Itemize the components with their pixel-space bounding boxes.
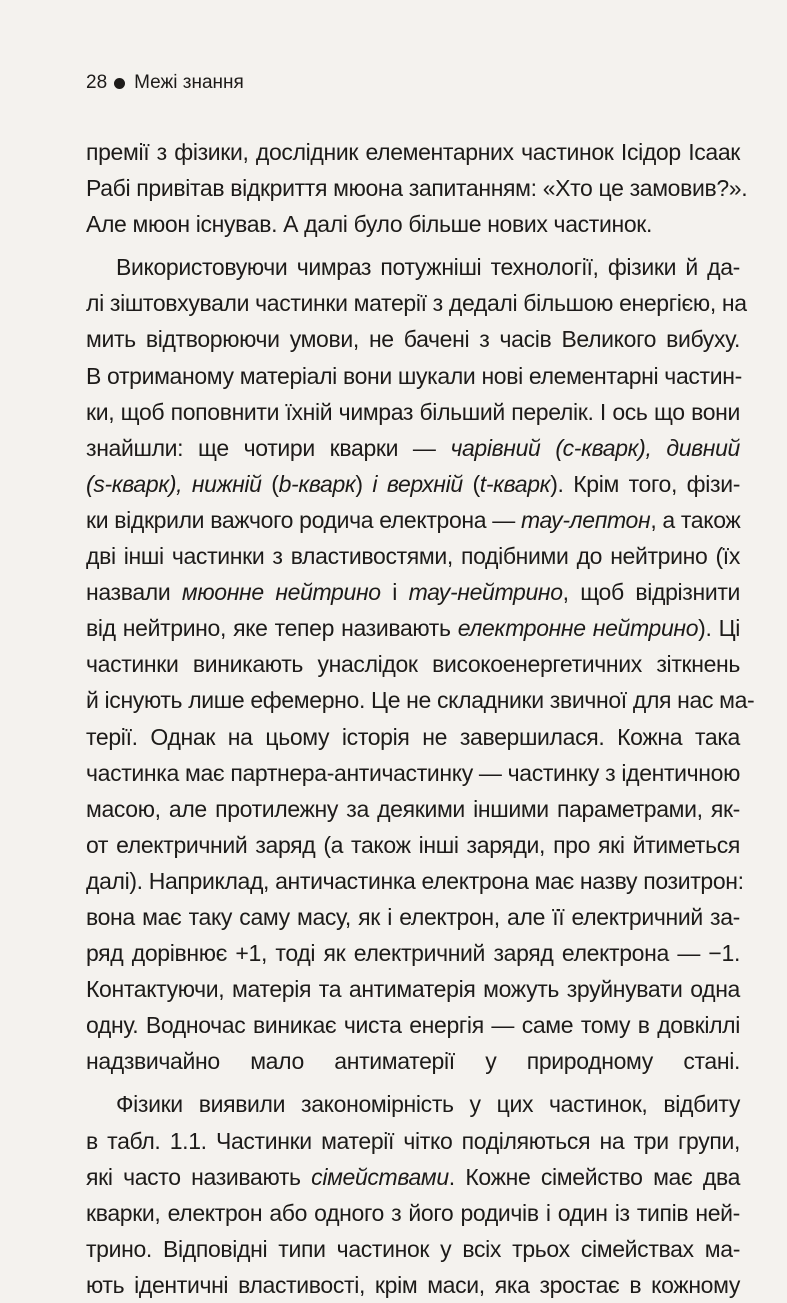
text-line: [86, 1007, 740, 1043]
text-line: [86, 971, 740, 1007]
text-line: [86, 358, 740, 394]
paragraph-spacer: [86, 1079, 740, 1086]
text-line: [86, 1159, 740, 1195]
text-line: [86, 466, 740, 502]
text-line: [86, 502, 740, 538]
text-segment: ють ідентичні властивості, крім маси, яка зростає в кожному: [86, 1271, 740, 1298]
text-segment: от електричний заряд (а також інші заряди, про які йтиметься: [86, 831, 740, 858]
text-segment: (: [261, 470, 279, 497]
body-text: [86, 134, 755, 1303]
text-segment: Рабі привітав відкриття мюона запитанням: «Хто це замовив?».: [86, 175, 748, 202]
italic-term: тау-нейтрино: [408, 579, 563, 606]
text-segment: частинка має партнера-античастинку — частинку з ідентичною: [86, 759, 740, 786]
text-line: [86, 827, 740, 863]
italic-term: і верхній: [372, 470, 463, 497]
text-segment: В отриманому матеріалі вони шукали нові елементарні частин-: [86, 362, 742, 389]
text-line: [86, 206, 740, 242]
text-line: [86, 899, 740, 935]
running-head: [86, 70, 244, 96]
text-segment: назвали: [86, 579, 182, 606]
text-segment: знайшли: ще чотири кварки —: [86, 434, 451, 461]
text-segment: і: [380, 579, 409, 606]
text-segment: . Кожне сімейство має два: [448, 1163, 741, 1190]
paragraph: [86, 249, 755, 1079]
text-line: [86, 249, 740, 285]
text-line: [86, 1123, 740, 1159]
text-segment: ). Крім того, фізи-: [550, 470, 741, 497]
text-segment: одну. Водночас виникає чиста енергія — саме тому в довкіллі: [86, 1012, 740, 1039]
text-segment: масою, але протилежну за деякими іншими параметрами, як-: [86, 795, 740, 822]
text-line: [86, 1231, 740, 1267]
italic-term: чарівний (c-кварк), дивний: [450, 434, 740, 461]
text-segment: лі зіштовхували частинки матерії з дедалі більшою енергією, на: [86, 290, 747, 317]
text-line: [86, 755, 740, 791]
text-segment: від нейтрино, яке тепер називають: [86, 615, 458, 642]
text-segment: мить відтворюючи умови, не бачені з часів Великого вибуху.: [86, 326, 740, 353]
text-segment: , а також: [650, 506, 741, 533]
text-segment: (: [462, 470, 480, 497]
italic-term: сімействами: [311, 1163, 449, 1190]
text-line: [86, 646, 740, 682]
text-segment: надзвичайно мало антиматерії у природному стані.: [86, 1048, 740, 1075]
text-segment: й існують лише ефемерно. Це не складники звичної для нас ма-: [86, 687, 755, 714]
text-line: [86, 285, 747, 321]
text-line: [86, 610, 740, 646]
italic-term: s-кварк), нижній: [93, 470, 262, 497]
paragraph-spacer: [86, 242, 740, 249]
text-segment: ки відкрили важчого родича електрона —: [86, 506, 521, 533]
book-title: Межі знання: [134, 72, 244, 93]
text-line: [86, 719, 740, 755]
text-segment: Але мюон існував. А далі було більше нових частинок.: [86, 211, 653, 238]
text-segment: дві інші частинки з властивостями, подібними до нейтрино (їх: [86, 543, 740, 570]
page-number: 28: [86, 72, 108, 93]
text-line: [86, 394, 740, 430]
text-segment: ряд дорівнює +1, тоді як електричний заряд електрона — −1.: [86, 940, 740, 967]
text-segment: далі). Наприклад, античастинка електрона має назву позитрон:: [86, 867, 744, 894]
text-segment: які часто називають: [86, 1163, 312, 1190]
text-line: [86, 574, 740, 610]
paragraph: [86, 134, 748, 242]
paragraph: [86, 1086, 740, 1303]
text-line: [86, 1267, 740, 1303]
text-line: [86, 430, 740, 466]
text-line: [86, 682, 755, 718]
text-line: [86, 1043, 740, 1079]
text-segment: премії з фізики, дослідник елементарних частинок Ісідор Ісаак: [86, 139, 740, 165]
text-segment: кварки, електрон або одного з його родичів і один із типів ней-: [86, 1199, 740, 1226]
italic-term: t-кварк: [479, 470, 551, 497]
text-segment: , щоб відрізнити: [562, 579, 740, 606]
text-segment: частинки виникають унаслідок високоенергетичних зіткнень: [86, 651, 740, 678]
italic-term: електронне нейтрино: [457, 615, 699, 642]
text-line: [86, 791, 740, 827]
text-segment: ): [355, 470, 373, 497]
text-segment: в табл. 1.1. Частинки матерії чітко поділяються на три групи,: [86, 1127, 740, 1154]
text-line: [86, 321, 740, 357]
text-segment: Використовуючи чимраз потужніші технології, фізики й да-: [116, 254, 740, 281]
text-line: [86, 935, 740, 971]
text-segment: ). Ці: [698, 615, 740, 642]
italic-term: тау-лептон: [520, 506, 651, 533]
text-segment: вона має таку саму масу, як і електрон, але її електричний за-: [86, 903, 740, 930]
text-line: [86, 134, 740, 170]
text-line: [86, 170, 748, 206]
text-segment: Фізики виявили закономірність у цих частинок, відбиту: [116, 1091, 740, 1118]
italic-term: b-кварк: [278, 470, 356, 497]
bullet-dot-icon: [114, 78, 125, 89]
text-segment: трино. Відповідні типи частинок у всіх трьох сімействах ма-: [86, 1235, 740, 1262]
italic-term: (: [86, 470, 94, 497]
text-line: [86, 863, 744, 899]
italic-term: мюонне нейтрино: [181, 579, 381, 606]
text-segment: ки, щоб поповнити їхній чимраз більший перелік. І ось що вони: [86, 398, 740, 425]
text-line: [86, 1195, 740, 1231]
text-line: [86, 1086, 740, 1122]
text-segment: терії. Однак на цьому історія не завершилася. Кожна така: [86, 723, 740, 750]
text-segment: Контактуючи, матерія та антиматерія можуть зруйнувати одна: [86, 976, 740, 1003]
text-line: [86, 538, 740, 574]
